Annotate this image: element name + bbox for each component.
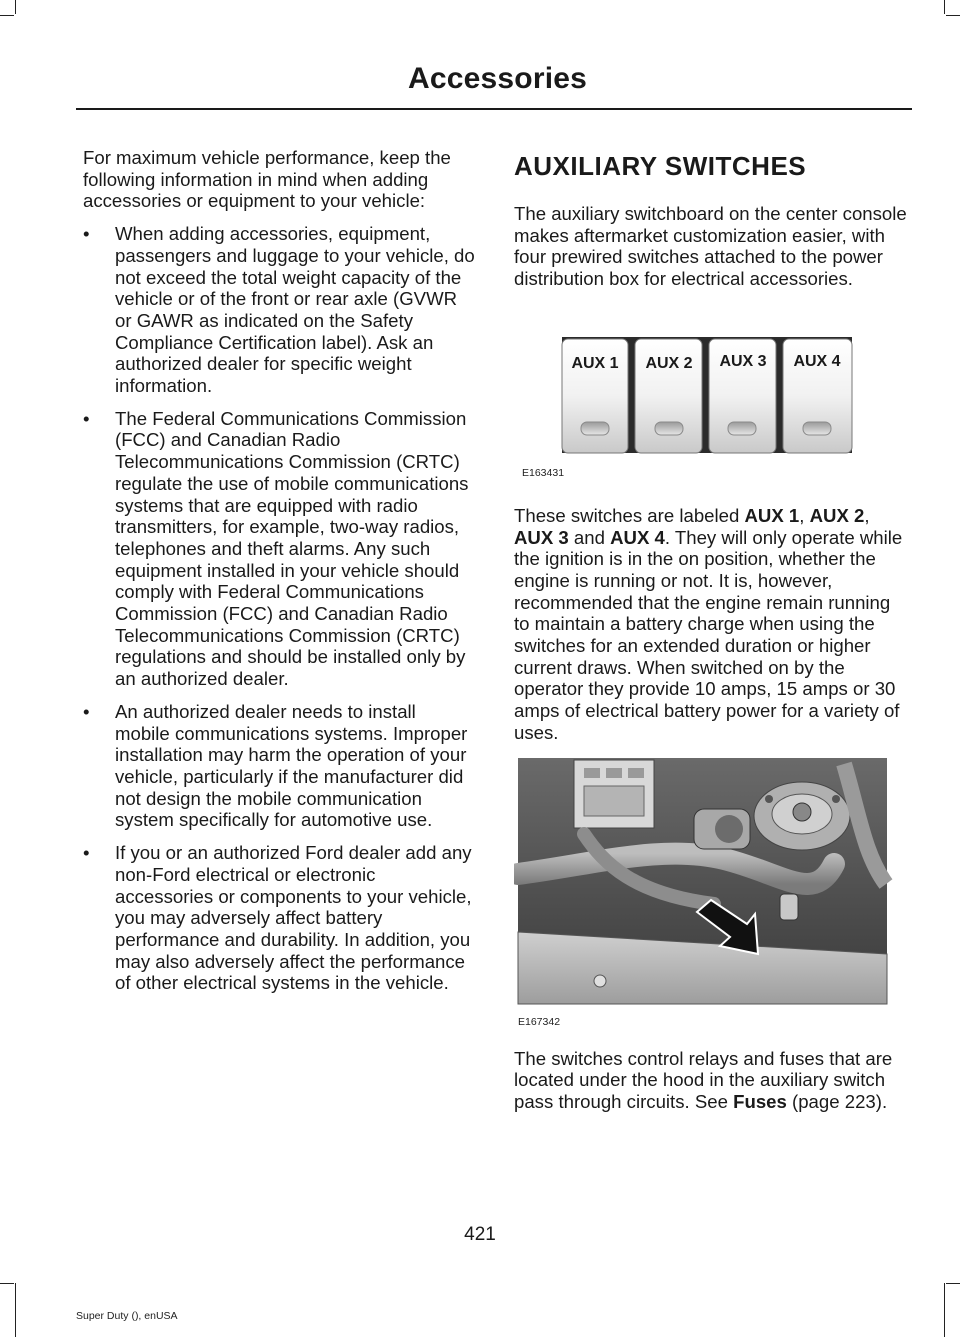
page-number: 421 [464,1224,496,1245]
crop-mark-top-left-h [0,15,14,16]
text-run: These switches are labeled [514,504,745,526]
aux-3-label: AUX 3 [719,352,767,370]
bullet-marker: • [83,842,90,864]
crop-mark-top-right [944,0,945,14]
list-item-text: If you or an authorized Ford dealer add any non-Ford electrical or electronic accessories or components to your vehicle, you may adversely affect battery performance and durability. In addition, you may also adversely affect the performance of other electrical systems in the vehicle. [115,842,472,994]
list-item [83,701,475,831]
figure-code: E163431 [522,466,565,479]
aux-switch-panel-figure [514,335,909,487]
header-divider [76,108,912,110]
bullet-marker: • [83,700,90,722]
fuses-link[interactable]: Fuses [733,1090,787,1112]
figure-code: E167342 [518,1015,561,1028]
text-run: , [799,504,810,526]
left-column [83,147,475,1005]
list-item-text: When adding accessories, equipment, passengers and luggage to your vehicle, do not exceed the total weight capacity of the vehicle or of the front or rear axle (GVWR or GAWR as indicated on the Safety Compliance Certification label). Ask an authorized dealer for specific weight information. [115,223,475,397]
text-run: , [864,504,870,526]
aux-1-label: AUX 1 [571,354,619,372]
fuses-reference-paragraph [514,1048,909,1113]
aux-2-label: AUX 2 [645,354,693,372]
crop-mark-bottom-left [15,1283,16,1337]
bullet-marker: • [83,407,90,429]
list-item-text: The Federal Communications Commission (FCC) and Canadian Radio Telecommunications Commission (CRTC) regulate the use of mobile communications systems that are equipped with radio transmitters, for example, two-way radios, telephones and theft alarms. Any such equipment installed in your vehicle should comply with Federal Communications Commission (FCC) and Canadian Radio Telecommunications Commission (CRTC) regulations and should be installed only by an authorized dealer. [115,407,469,690]
under-hood-illustration [514,754,909,1034]
text-run: and [568,526,611,548]
list-item-text: An authorized dealer needs to install mobile communications systems. Improper installation may harm the operation of your vehicle, particularly if the manufacturer did not design the mobile communication system specifically for automotive use. [115,700,468,831]
aux-4-label: AUX 4 [793,352,841,370]
crop-mark-bottom-left-h [0,1283,14,1284]
aux-labels-paragraph [514,505,909,744]
aux-4-term: AUX 4 [610,526,665,548]
crop-mark-top-left [15,0,16,14]
crop-mark-bottom-right-h [946,1283,960,1284]
aux-3-term: AUX 3 [514,526,569,548]
text-run: (page 223). [786,1090,888,1112]
text-run: . They will only operate while the ignition is in the on position, whether the engine is running or not. It is, however, recommended that the engine remain running to maintain a battery charge when using the switches for an extended duration or higher current draws. When switched on by the operator they provide 10 amps, 15 amps or 30 amps of electrical battery power for a variety of uses. [514,526,903,743]
right-column [514,147,909,1113]
crop-mark-top-right-h [946,15,960,16]
auxiliary-switches-heading: AUXILIARY SWITCHES [514,151,807,181]
page-section-title: Accessories [408,62,587,95]
aux-1-term: AUX 1 [744,504,800,526]
left-intro-paragraph: For maximum vehicle performance, keep the following information in mind when adding accessories or equipment to your vehicle: [83,147,451,212]
list-item [83,842,475,994]
under-hood-figure [514,754,909,1034]
aux-intro-paragraph: The auxiliary switchboard on the center console makes aftermarket customization easier, with four prewired switches attached to the power distribution box for electrical accessories. [514,203,907,290]
footer-publication: Super Duty (), enUSA [76,1310,178,1322]
aux-switch-panel-illustration [514,335,909,475]
list-item [83,223,475,397]
aux-2-term: AUX 2 [809,504,865,526]
crop-mark-bottom-right [944,1283,945,1337]
list-item [83,408,475,690]
bullet-marker: • [83,223,90,245]
accessory-guidelines-list [83,223,475,994]
text-run: The switches control relays and fuses that are located under the hood in the auxiliary switch pass through circuits. See [514,1047,893,1112]
